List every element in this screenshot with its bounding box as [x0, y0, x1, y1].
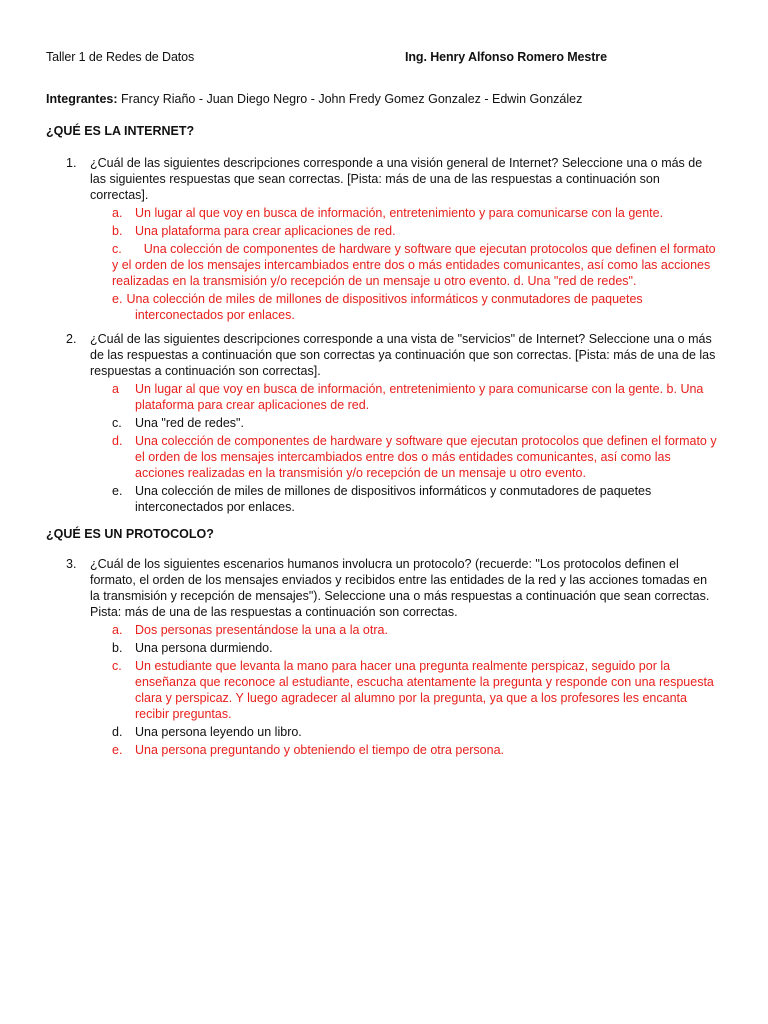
option-e: [90, 291, 720, 323]
option-c: [90, 241, 720, 289]
question-1: [66, 155, 720, 203]
option-b: [90, 640, 720, 656]
option-c: [90, 415, 720, 431]
question-3: [66, 556, 720, 620]
option-letter: a.: [112, 623, 123, 637]
course-title: Taller 1 de Redes de Datos: [46, 50, 195, 64]
option-a: [90, 205, 720, 221]
option-text: Un lugar al que voy en busca de información, entretenimiento y para comunicarse con la gente.: [135, 206, 664, 220]
option-text: Una plataforma para crear aplicaciones de red.: [135, 224, 396, 238]
option-letter: c.: [112, 242, 122, 256]
section-title-protocol: ¿QUÉ ES UN PROTOCOLO?: [46, 527, 214, 541]
question-3-options: [90, 622, 720, 760]
option-c: [90, 658, 720, 722]
instructor-name: Ing. Henry Alfonso Romero Mestre: [405, 50, 607, 64]
option-b: [90, 223, 720, 239]
option-d: [90, 724, 720, 740]
option-letter: a.: [112, 206, 123, 220]
option-a: [90, 381, 720, 413]
option-letter: b.: [112, 224, 123, 238]
question-number: 1.: [66, 156, 77, 170]
option-text: Un lugar al que voy en busca de información, entretenimiento y para comunicarse con la gente. b. Una plataforma para crear aplicaciones de red.: [135, 382, 704, 412]
question-2-options: [90, 381, 720, 517]
question-number: 2.: [66, 332, 77, 346]
option-text: Un estudiante que levanta la mano para hacer una pregunta realmente perspicaz, seguido por la enseñanza que reconoce al estudiante, escucha atentamente la pregunta y responde con una respuesta clara y perspicaz. Y luego agradecer al alumno por la pregunta, ya que a los profesores les encanta recibir preguntas.: [135, 659, 714, 721]
option-text: Una colección de miles de millones de dispositivos informáticos y conmutadores de paquetes interconectados por enlaces.: [135, 484, 652, 514]
option-e: [90, 483, 720, 515]
members-names: Francy Riaño - Juan Diego Negro - John Fredy Gomez Gonzalez - Edwin González: [117, 92, 583, 106]
option-letter: e.: [112, 484, 123, 498]
option-text: Una colección de componentes de hardware y software que ejecutan protocolos que definen el formato y el orden de los mensajes intercambiados entre dos o más entidades comunicantes, así como las acciones realizadas en la transmisión y/o recepción de un mensaje u otro evento. d. Una "red de redes".: [112, 242, 716, 288]
option-letter: d.: [112, 725, 123, 739]
question-2: [66, 331, 720, 379]
option-letter: c.: [112, 416, 122, 430]
option-d: [90, 433, 720, 481]
question-1-options: [90, 205, 720, 325]
option-letter: a: [112, 382, 119, 396]
option-letter: b.: [112, 641, 123, 655]
question-number: 3.: [66, 557, 77, 571]
option-text: Una persona leyendo un libro.: [135, 725, 302, 739]
option-letter: d.: [112, 434, 123, 448]
option-text: Dos personas presentándose la una a la otra.: [135, 623, 388, 637]
option-letter: e.: [112, 743, 123, 757]
option-text: Una colección de miles de millones de dispositivos informáticos y conmutadores de paquetes interconectados por enlaces.: [126, 292, 643, 322]
option-e: [90, 742, 720, 758]
option-letter: c.: [112, 659, 122, 673]
question-text: ¿Cuál de las siguientes descripciones corresponde a una visión general de Internet? Seleccione una o más de las siguientes respuestas que sean correctas. [Pista: más de una de las respuestas a continuación son correctas].: [90, 156, 703, 202]
option-text: Una colección de componentes de hardware y software que ejecutan protocolos que definen el formato y el orden de los mensajes intercambiados entre dos o más entidades comunicantes, así como las acciones realizadas en la transmisión y/o recepción de un mensaje u otro evento.: [135, 434, 717, 480]
section-title-internet: ¿QUÉ ES LA INTERNET?: [46, 124, 195, 138]
option-text: Una "red de redes".: [135, 416, 244, 430]
option-a: [90, 622, 720, 638]
option-text: Una persona preguntando y obteniendo el tiempo de otra persona.: [135, 743, 505, 757]
members-label: Integrantes:: [46, 92, 118, 106]
question-text: ¿Cuál de los siguientes escenarios humanos involucra un protocolo? (recuerde: "Los protocolos definen el formato, el orden de los mensajes enviados y recibidos entre las entidades de la red y las acciones tomadas en la transmisión y recepción de mensajes"). Seleccione una o más respuestas a continuación que sean correctas. Pista: más de una de las respuestas a continuación son correctas.: [90, 557, 710, 619]
option-text: Una persona durmiendo.: [135, 641, 273, 655]
question-text: ¿Cuál de las siguientes descripciones corresponde a una vista de "servicios" de Internet? Seleccione una o más de las respuestas a continuación que son correctas ya continuación que son correctas. [Pista: más de una de las respuestas a continuación son correctas].: [90, 332, 716, 378]
option-letter: e.: [112, 292, 123, 306]
members-line: [46, 92, 582, 106]
